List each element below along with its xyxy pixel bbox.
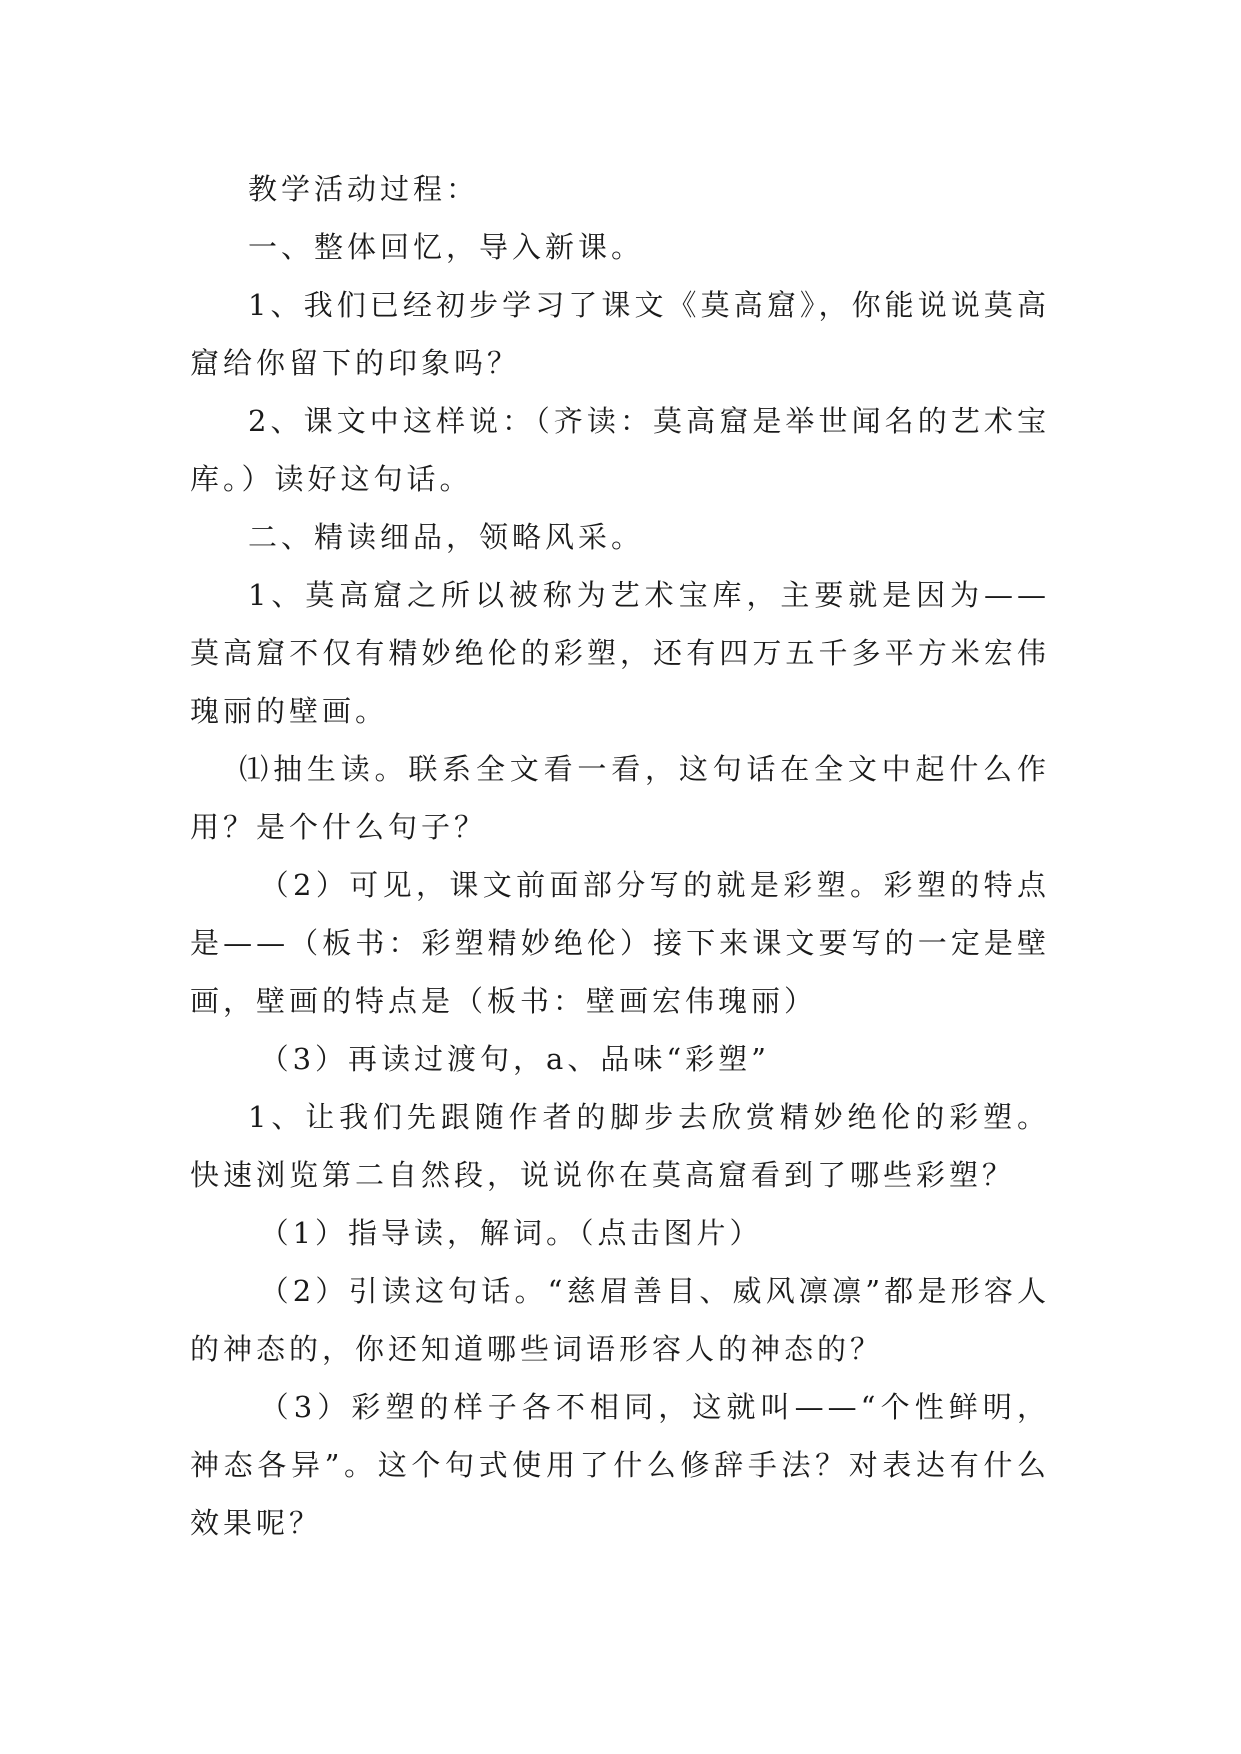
paragraph-sub-guide-read: （1）指导读，解词。（点击图片） (259, 1216, 763, 1250)
paragraph-sub-1: ⑴抽生读。联系全文看一看，这句话在全文中起什么作用？是个什么句子？ (190, 752, 1050, 844)
paragraph-sub-rhetoric: （3）彩塑的样子各不相同，这就叫——“个性鲜明，神态各异”。这个句式使用了什么修辞手法？对表达有什么效果呢？ (190, 1390, 1050, 1540)
paragraph-sub-2: （2）可见，课文前面部分写的就是彩塑。彩塑的特点是——（板书：彩塑精妙绝伦）接下来课文要写的一定是壁画，壁画的特点是（板书：壁画宏伟瑰丽） (190, 868, 1050, 1018)
paragraph-sub-3: （3）再读过渡句，a、品味“彩塑” (259, 1042, 770, 1076)
paragraph-item-1: 1、我们已经初步学习了课文《莫高窟》，你能说说莫高窟给你留下的印象吗？ (190, 288, 1050, 380)
paragraph-item-1-sculptures: 1、让我们先跟随作者的脚步去欣赏精妙绝伦的彩塑。快速浏览第二自然段，说说你在莫高窟看到了哪些彩塑？ (190, 1100, 1050, 1192)
paragraph-section-one: 一、整体回忆，导入新课。 (248, 230, 645, 264)
paragraph-section-two: 二、精读细品，领略风采。 (248, 520, 645, 554)
paragraph-heading-process: 教学活动过程： (248, 172, 480, 206)
document-body (190, 160, 1050, 1552)
paragraph-item-1-art-treasure: 1、莫高窟之所以被称为艺术宝库，主要就是因为——莫高窟不仅有精妙绝伦的彩塑，还有四万五千多平方米宏伟瑰丽的壁画。 (190, 578, 1050, 728)
paragraph-sub-lead-read: （2）引读这句话。“慈眉善目、威风凛凛”都是形容人的神态的，你还知道哪些词语形容人的神态的？ (190, 1274, 1050, 1366)
paragraph-item-2: 2、课文中这样说：（齐读：莫高窟是举世闻名的艺术宝库。）读好这句话。 (190, 404, 1050, 496)
